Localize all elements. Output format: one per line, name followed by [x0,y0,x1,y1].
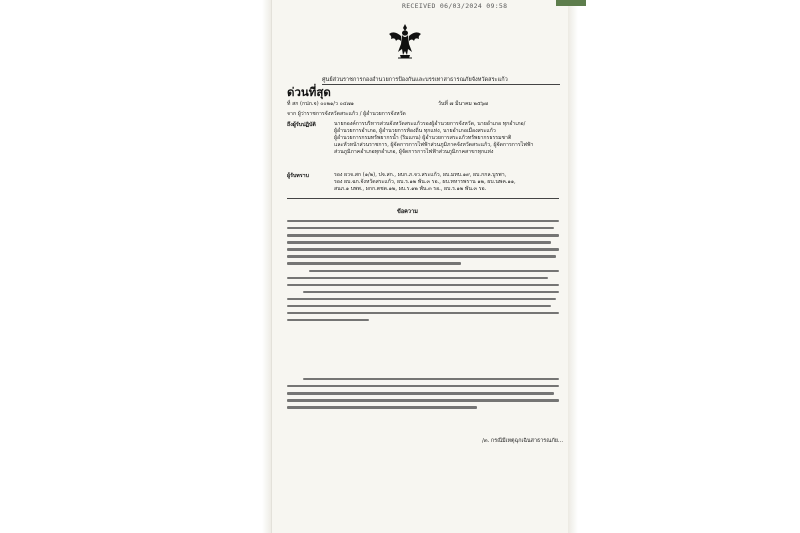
text-line [287,248,559,250]
page-shadow-left [262,0,272,533]
to-line: ผู้อำนวยการอำเภอ, ผู้อำนวยการท้องถิ่น ทุกแห่ง, นายอำเภอเมืองสระแก้ว [334,128,496,134]
agency-underline [322,84,560,85]
cc-line: รอง ผวจ.สก (๑/๒), ปจ.สก., ผบก.ภ.จว.สระแก้ว, ผบ.มทบ.๑๙, ผบ.กกล.บูรพา, [334,172,507,178]
text-line [287,234,559,236]
text-line [287,298,556,300]
text-line [287,319,369,321]
cc-line: รอง ผบ.ฉก.จังหวัดสระแก้ว, ผบ.ร.๑๒ พัน.๓ รอ., ผบ.ทหารพราน ๑๒, ผบ.นพค.๑๑, [334,179,516,185]
document-date: วันที่ ๗ มีนาคม ๒๕๖๗ [438,101,489,107]
text-line [287,284,559,286]
to-line: ส่วนภูมิภาคอำเภอทุกอำเภอ, ผู้จัดการการไฟฟ้าส่วนภูมิภาคสาขาทุกแห่ง [334,149,494,155]
text-line [287,220,559,222]
text-line [287,392,554,394]
document-number: ที่ สก (กปภ.จ) ๐๐๒๑/ว ๐๔๗๑ [287,101,354,107]
text-line [287,399,559,401]
cc-line: สนภ.๑ บพพ., ผกก.ตชด.๑๒, ผบ.ร.๑๒ พัน.๓ รอ., ผบ.ร.๑๒ พัน.๓ รอ. [334,186,487,192]
to-label: ถึงผู้รับปฏิบัติ [287,122,316,128]
corner-tag [556,0,586,6]
text-line [309,270,559,272]
text-line [303,291,559,293]
text-line [287,385,559,387]
text-line [287,241,551,243]
to-line: นายกองค์การบริหารส่วนจังหวัดสระแก้วรองผู้อำนวยการจังหวัด, นายอำเภอ ทุกอำเภอ/ [334,121,526,127]
subject-heading: ข้อความ [397,209,418,215]
text-line [287,312,559,314]
cc-label: ผู้รับทราบ [287,173,309,179]
text-line [287,277,548,279]
paragraph-2 [287,378,559,420]
to-line: ผู้อำนวยการกรมทรัพยากรน้ำ (ริมแกน) ผู้อำนวยการสระแก้วทรัพยากรธรรมชาติ [334,135,512,141]
text-line [287,227,554,229]
page-shadow-right [568,0,578,533]
garuda-emblem-icon [388,22,422,62]
urgency-heading: ด่วนที่สุด [287,85,331,99]
to-line: และหัวหน้าส่วนราชการ, ผู้จัดการการไฟฟ้าส่วนภูมิภาคจังหวัดสระแก้ว, ผู้จัดการการไฟฟ้า [334,142,534,148]
paragraph-1 [287,220,559,328]
text-line [287,255,556,257]
text-line [287,406,477,408]
header-divider [287,198,559,199]
from-line: จาก ผู้ว่าราชการจังหวัดสระแก้ว / ผู้อำนวยการจังหวัด [287,111,406,117]
text-line [303,378,559,380]
continuation-note: /๓. กรณีมีเหตุฉุกเฉินสาธารณภัย... [482,438,564,444]
received-stamp: RECEIVED 06/03/2024 09:58 [402,2,508,10]
text-line [287,305,551,307]
agency-name: ศูนย์ส่วนราชการกองอำนวยการป้องกันและบรรเทาสาธารณภัยจังหวัดสระแก้ว [322,77,508,83]
text-line [287,262,461,264]
